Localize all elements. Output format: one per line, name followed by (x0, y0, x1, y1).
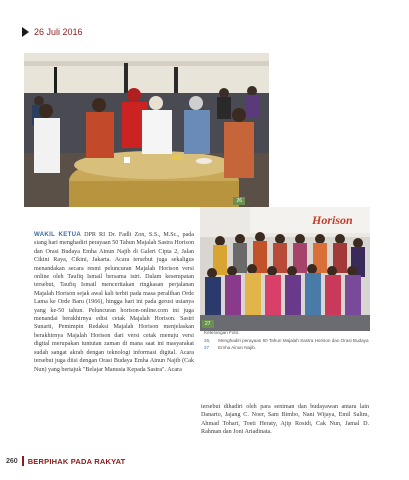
article-lead: WAKIL KETUA (34, 231, 82, 238)
article-body-2: tersebut dihadiri oleh para seniman dan budayawan antara lain Danarto, Jajang C. Noer, Sam Bimbo, Nani Wijaya, Emil Salim, Ahmad Tohari, Toeti Heraty, Ajip Rosidi, Cak Nun, Jamal D. Rahman dan Joni Ariadinata. (201, 404, 369, 436)
photo-meeting-table-image (24, 53, 269, 207)
photo-group-image (200, 207, 370, 331)
triangle-marker-icon (22, 27, 29, 37)
photo-caption (204, 330, 369, 351)
photo-number-badge: 27 (202, 320, 214, 328)
article-column-1 (34, 231, 194, 449)
caption-text: Menghadiri perayaan 50 Tahun Majalah Sastra Horison dan Orasi Budaya Emha Ainun Najib. (218, 338, 369, 350)
caption-title: Keterangan Foto: (204, 330, 240, 335)
footer-divider (22, 456, 24, 466)
photo-number-badge: 26 (233, 197, 245, 205)
page-number: 260 (6, 457, 18, 465)
date-header (22, 27, 83, 37)
banner-text: Horison (312, 213, 353, 227)
page-footer (6, 456, 125, 466)
footer-brand: BERPIHAK PADA RAKYAT (27, 456, 126, 466)
photo-group (200, 207, 370, 331)
article-column-2 (201, 403, 369, 453)
date-text: 26 Juli 2016 (34, 27, 83, 37)
article-body-1: DPR RI Dr. Fadli Zon, S.S., M.Sc., pada siang hari menghadiri perayaan 50 Tahun Majalah Sastra Horison dan Orasi Budaya Emha Ainun Najib di Galeri Cipta 2, Jalan Cikini Raya, Cikini, Jakarta. Acara tersebut juga sekaligus menandakan secara resmi peluncuran Majalah Horison versi online oleh Taufiq Ismail bersama istri. Dalam kesempatan tersebut, Taufiq Ismail menceritakan ringkasan perjalanan Majalah Horison sejak awal kali terbit pada masa peralihan Orde Lama ke Orde Baru (1966), hingga hari ini pada gerusi usianya yang ke-50 tahun. Peluncuran horison-online.com ini juga menandai berakhirnya edisi cetak Majalah Horison. Sastri Sunarti, Pemimpin Redaksi Majalah Horison menjelaskan berakhirnya Majalah Horison dari versi cetak menuju versi digital merupakan tuntutan zaman di mana saat ini masyarakat sudah sangat akrab dengan teknologi informasi digital. Acara tersebut juga diisi dengan Orasi Budaya Emha Ainun Najib (Cak Nun) yang bertajuk "Belajar Manusia Kepada Sastra". Acara (34, 232, 194, 373)
photo-meeting-table (24, 53, 269, 207)
caption-key: 26, 27 (204, 338, 211, 350)
caption-row (204, 338, 369, 351)
